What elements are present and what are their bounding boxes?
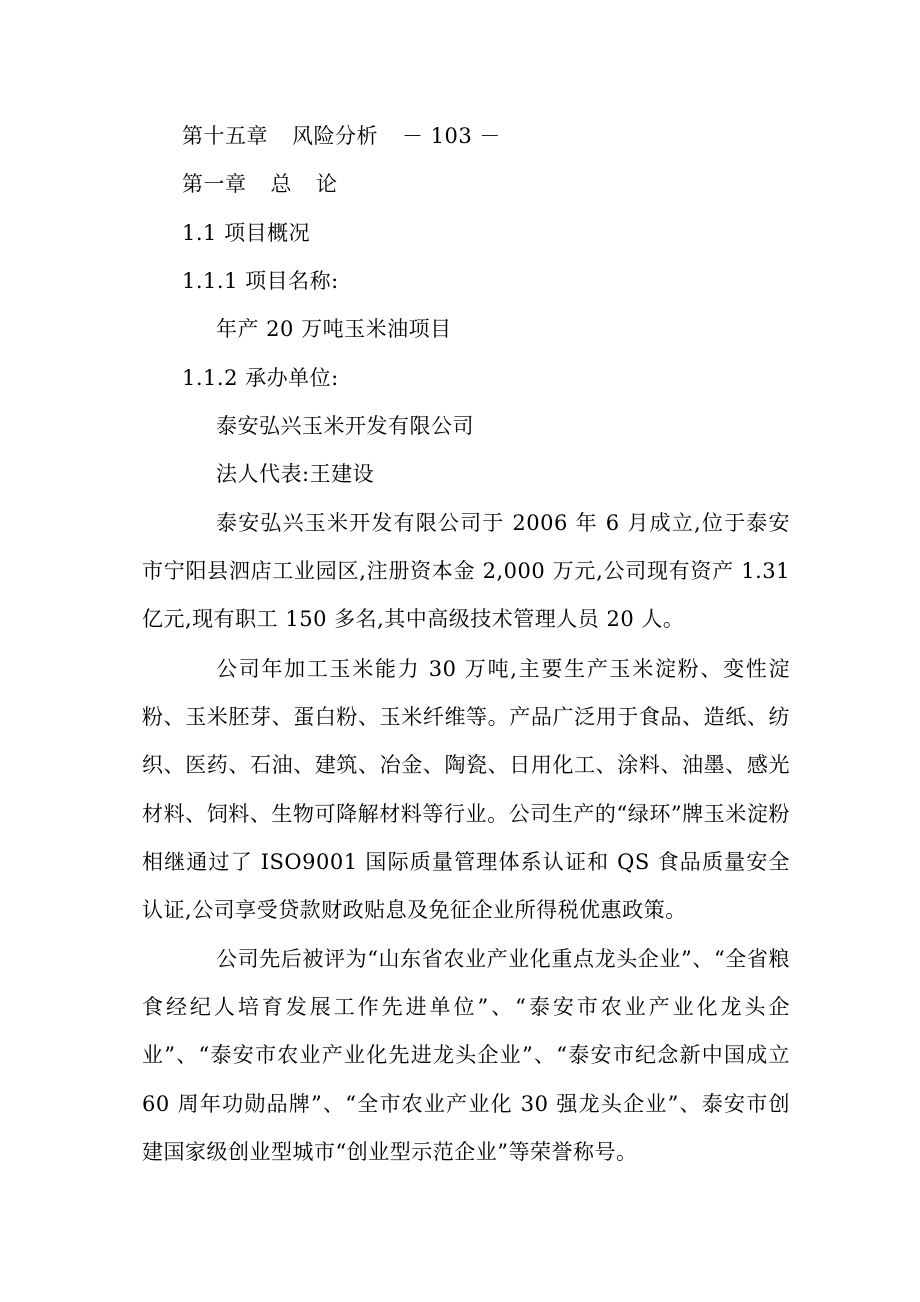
honors-paragraph: 公司先后被评为“山东省农业产业化重点龙头企业”、“全省粮食经纪人培育发展工作先进单位”、“泰安市农业产业化龙头企业”、“泰安市农业产业化先进龙头企业”、“泰安市纪念新中国成立 60 周年功勋品牌”、“全市农业产业化 30 强龙头企业”、泰安市创建国家级创业型城市“创业型示范企业”等荣誉称号。 xyxy=(142,947,790,1164)
toc-entry-chapter-15 xyxy=(182,124,501,148)
project-name: 年产 20 万吨玉米油项目 xyxy=(216,317,452,341)
chapter-title-part-a: 总 xyxy=(270,172,292,196)
chapter-number: 第一章 xyxy=(182,172,247,196)
chapter-title-part-b: 论 xyxy=(316,172,338,196)
toc-chapter-title: 风险分析 xyxy=(292,124,378,148)
chapter-heading xyxy=(182,172,338,196)
company-intro-paragraph: 泰安弘兴玉米开发有限公司于 2006 年 6 月成立,位于泰安市宁阳县泗店工业园区,注册资本金 2,000 万元,公司现有资产 1.31 亿元,现有职工 150 多名,其中高级技术管理人员 20 人。 xyxy=(142,511,790,632)
legal-representative: 法人代表:王建设 xyxy=(216,462,375,486)
section-1-1-1-heading: 1.1.1 项目名称: xyxy=(182,269,339,293)
company-name: 泰安弘兴玉米开发有限公司 xyxy=(216,414,474,438)
toc-chapter-number: 第十五章 xyxy=(182,124,268,148)
section-1-1-heading: 1.1 项目概况 xyxy=(182,221,311,245)
section-1-1-2-heading: 1.1.2 承办单位: xyxy=(182,366,339,390)
products-paragraph: 公司年加工玉米能力 30 万吨,主要生产玉米淀粉、变性淀粉、玉米胚芽、蛋白粉、玉米纤维等。产品广泛用于食品、造纸、纺织、医药、石油、建筑、冶金、陶瓷、日用化工、涂料、油墨、感光材料、饲料、生物可降解材料等行业。公司生产的“绿环”牌玉米淀粉相继通过了 ISO9001 国际质量管理体系认证和 QS 食品质量安全认证,公司享受贷款财政贴息及免征企业所得税优惠政策。 xyxy=(142,657,790,923)
toc-page-number: － 103 － xyxy=(402,124,501,148)
